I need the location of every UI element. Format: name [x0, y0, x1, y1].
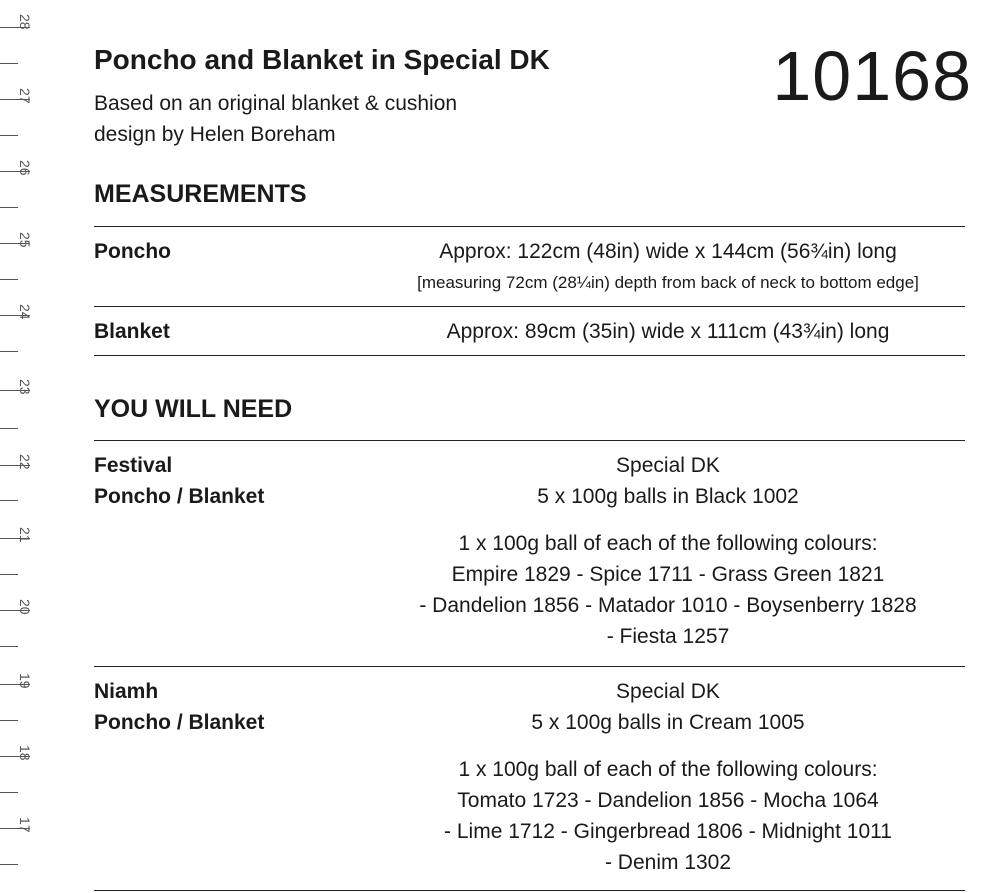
ruler-number: 22: [17, 454, 33, 470]
niamh-label: [94, 676, 264, 738]
festival-colours-line: Empire 1829 - Spice 1711 - Grass Green 1821: [451, 563, 885, 586]
ruler-number: 26: [17, 160, 33, 176]
divider: [94, 355, 965, 356]
niamh-main-colour: 5 x 100g balls in Cream 1005: [531, 711, 805, 734]
festival-main-colour: 5 x 100g balls in Black 1002: [537, 485, 799, 508]
ruler-number: 21: [17, 527, 33, 543]
niamh-yarn: Special DK: [616, 680, 720, 703]
page-title: Poncho and Blanket in Special DK: [94, 44, 550, 75]
festival-label: [94, 450, 264, 512]
niamh-name: Niamh: [94, 680, 159, 703]
festival-name: Festival: [94, 454, 173, 477]
subtitle-line: Based on an original blanket & cushion: [94, 92, 458, 115]
ruler-tick: [0, 646, 18, 647]
festival-yarn: Special DK: [616, 454, 720, 477]
ruler-tick: [0, 135, 18, 136]
poncho-note: [measuring 72cm (28¼in) depth from back of neck to bottom edge]: [417, 273, 919, 292]
ruler-tick: [0, 207, 18, 208]
divider: [94, 226, 965, 227]
divider: [94, 306, 965, 307]
ruler-tick: [0, 428, 18, 429]
festival-each-intro: 1 x 100g ball of each of the following colours:: [458, 532, 878, 555]
ruler-number: 25: [17, 232, 33, 248]
festival-colours-line: - Dandelion 1856 - Matador 1010 - Boysenberry 1828: [419, 594, 917, 617]
poncho-size: Approx: 122cm (48in) wide x 144cm (56¾in) long: [439, 240, 897, 263]
side-ruler: [0, 0, 60, 893]
ruler-number: 17: [17, 817, 33, 833]
niamh-colours-line: - Denim 1302: [604, 851, 732, 874]
divider: [94, 890, 965, 891]
divider: [94, 440, 965, 441]
ruler-tick: [0, 279, 18, 280]
pattern-number: 10168: [772, 37, 972, 115]
ruler-tick: [0, 792, 18, 793]
measurements-heading: MEASUREMENTS: [94, 180, 307, 208]
ruler-number: 18: [17, 745, 33, 761]
ruler-tick: [0, 500, 18, 501]
festival-colours-line: - Fiesta 1257: [606, 625, 730, 648]
ruler-tick: [0, 351, 18, 352]
ruler-number: 28: [17, 14, 33, 30]
blanket-label: Blanket: [94, 320, 170, 343]
poncho-label: Poncho: [94, 240, 171, 263]
subtitle-line: design by Helen Boreham: [94, 123, 336, 146]
divider: [94, 666, 965, 667]
ruler-tick: [0, 574, 18, 575]
ruler-number: 27: [17, 88, 33, 104]
ruler-number: 20: [17, 599, 33, 615]
niamh-materials: [370, 676, 966, 878]
niamh-type: Poncho / Blanket: [94, 711, 265, 734]
page-subtitle: [94, 88, 614, 150]
ruler-number: 24: [17, 304, 33, 320]
ruler-tick: [0, 720, 18, 721]
festival-materials: [370, 450, 966, 652]
niamh-each-intro: 1 x 100g ball of each of the following colours:: [458, 758, 878, 781]
ruler-number: 19: [17, 673, 33, 689]
poncho-measurements: [370, 236, 966, 298]
blanket-size: Approx: 89cm (35in) wide x 111cm (43¾in) long: [446, 320, 890, 343]
niamh-colours-line: - Lime 1712 - Gingerbread 1806 - Midnight 1011: [444, 820, 892, 843]
blanket-measurements: [370, 316, 966, 347]
ruler-tick: [0, 864, 18, 865]
festival-type: Poncho / Blanket: [94, 485, 265, 508]
niamh-colours-line: Tomato 1723 - Dandelion 1856 - Mocha 1064: [457, 789, 879, 812]
ruler-tick: [0, 63, 18, 64]
you-will-need-heading: YOU WILL NEED: [94, 395, 293, 423]
ruler-number: 23: [17, 379, 33, 395]
